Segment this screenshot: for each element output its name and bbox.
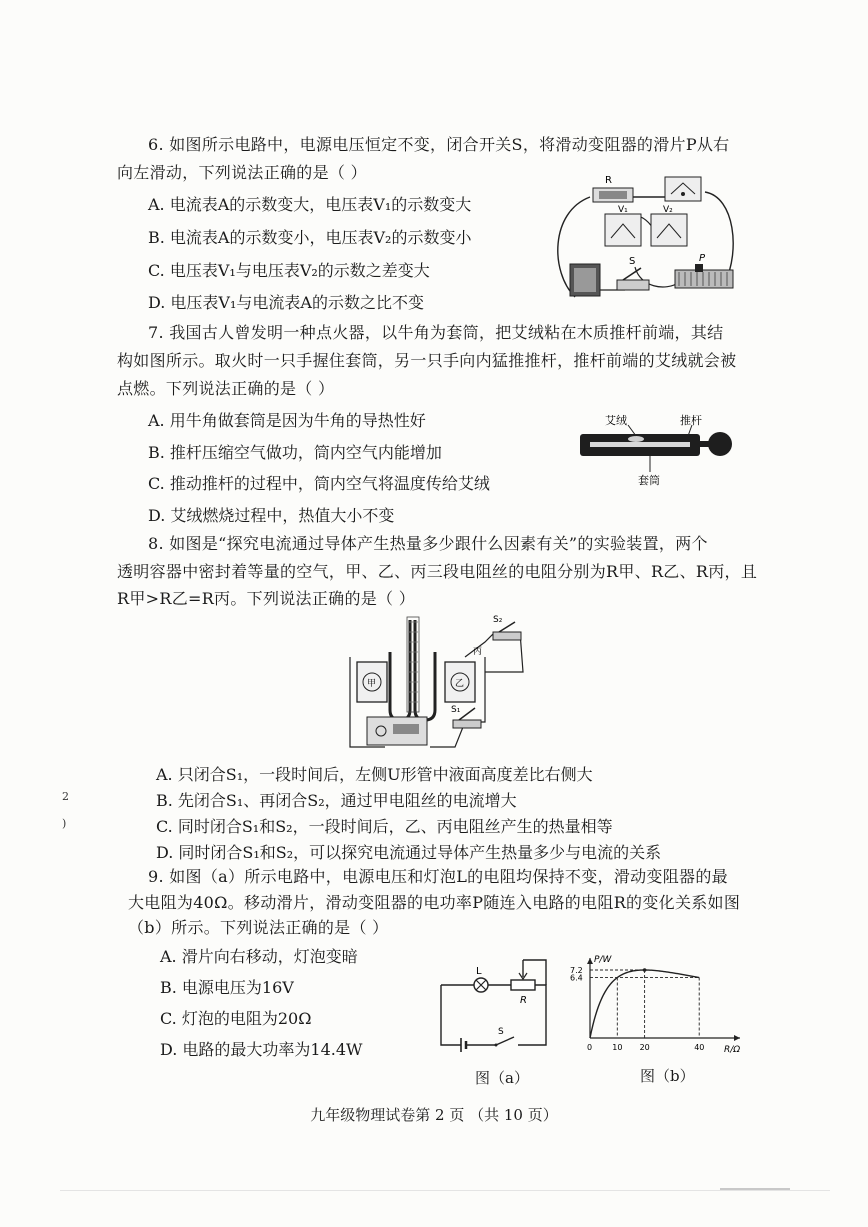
- page-edge-line: [60, 1190, 830, 1191]
- fig8-s2-label: S₂: [493, 615, 503, 625]
- margin-mark-1: 2: [62, 790, 69, 803]
- fig7-airong-label: 艾绒: [605, 414, 627, 427]
- fig6-s-label: S: [629, 256, 636, 267]
- q9-circuit-figure-a: [436, 955, 556, 1055]
- ammeter-icon: [665, 177, 701, 201]
- y-axis-label: P/W: [594, 955, 612, 965]
- q8-apparatus-figure: [345, 612, 525, 752]
- x-tick-label: 20: [639, 1043, 650, 1052]
- fig-b-caption: 图（b）: [640, 1067, 695, 1085]
- sliding-rheostat-icon: [675, 264, 733, 288]
- x-axis-arrow: [734, 1035, 740, 1041]
- q7-option-c: C. 推动推杆的过程中，筒内空气将温度传给艾绒: [148, 474, 490, 493]
- rheostat-icon: [511, 980, 535, 990]
- q6-circuit-figure: [545, 172, 745, 312]
- fig8-bing-label: 丙: [473, 647, 483, 657]
- fig6-r-label: R: [605, 175, 612, 186]
- fig8-yi-label: 乙: [455, 679, 465, 689]
- q6-stem-line2: 向左滑动，下列说法正确的是（ ）: [117, 163, 367, 182]
- switch-s-icon: [617, 268, 649, 290]
- switch-icon: [496, 1037, 514, 1045]
- fig9a-r-label: R: [520, 995, 527, 1006]
- q7-option-a: A. 用牛角做套筒是因为牛角的导热性好: [148, 411, 426, 430]
- margin-mark-2: ): [62, 817, 67, 830]
- fig6-v2-label: V₂: [663, 205, 673, 215]
- q9-stem-line2: 大电阻为40Ω。移动滑片，滑动变阻器的电功率P随连入电路的电阻R的变化关系如图: [128, 893, 741, 912]
- voltmeter-v1-icon: [605, 214, 641, 246]
- q6-option-b: B. 电流表A的示数变小，电压表V₂的示数变小: [148, 228, 472, 247]
- q8-stem-line1: 8. 如图是“探究电流通过导体产生热量多少跟什么因素有关”的实验装置，两个: [148, 534, 708, 553]
- fig9a-s-label: S: [498, 1027, 504, 1037]
- fig6-p-label: P: [699, 253, 706, 264]
- q9-option-a: A. 滑片向右移动，灯泡变暗: [160, 947, 358, 966]
- fig8-jia-label: 甲: [367, 679, 377, 689]
- power-chart-svg: [565, 950, 755, 1060]
- q8-option-a: A. 只闭合S₁，一段时间后，左侧U形管中液面高度差比右侧大: [156, 765, 593, 784]
- page-edge-mark: [720, 1188, 790, 1190]
- fig7-tuigan-label: 推杆: [680, 414, 702, 427]
- q9-option-b: B. 电源电压为16V: [160, 978, 294, 997]
- q9-power-chart: [565, 950, 755, 1060]
- q8-option-d: D. 同时闭合S₁和S₂，可以探究电流通过导体产生热量多少与电流的关系: [156, 843, 662, 862]
- fig7-taotong-label: 套筒: [638, 474, 660, 487]
- q9-stem-line1: 9. 如图（a）所示电路中，电源电压和灯泡L的电阻均保持不变，滑动变阻器的最: [148, 867, 728, 886]
- q7-stem-line3: 点燃。下列说法正确的是（ ）: [117, 379, 335, 398]
- q7-option-d: D. 艾绒燃烧过程中，热值大小不变: [148, 506, 395, 525]
- voltmeter-v2-icon: [651, 214, 687, 246]
- rheostat-r-icon: [593, 188, 633, 202]
- q9-option-d: D. 电路的最大功率为14.4W: [160, 1040, 363, 1059]
- x-tick-label: 10: [612, 1043, 623, 1052]
- q8-stem-line2: 透明容器中密封着等量的空气，甲、乙、丙三段电阻丝的电阻分别为R甲、R乙、R丙，且: [117, 562, 758, 581]
- x-axis-label: R/Ω: [724, 1045, 741, 1055]
- x-tick-label: 40: [694, 1043, 705, 1052]
- page-footer: 九年级物理试卷第 2 页 （共 10 页）: [310, 1106, 558, 1124]
- fig9a-l-label: L: [476, 966, 482, 977]
- q6-option-d: D. 电压表V₁与电流表A的示数之比不变: [148, 293, 424, 312]
- fig8-s1-label: S₁: [451, 705, 461, 715]
- y-axis-arrow: [587, 958, 593, 964]
- q8-stem-line3: R甲>R乙=R丙。下列说法正确的是（ ）: [117, 589, 416, 608]
- q9-option-c: C. 灯泡的电阻为20Ω: [160, 1009, 312, 1028]
- y-tick-label: 7.2: [570, 966, 583, 975]
- fig-a-caption: 图（a）: [475, 1069, 529, 1087]
- q7-fire-starter-figure: [572, 412, 742, 492]
- q7-stem-line2: 构如图所示。取火时一只手握住套筒，另一只手向内猛推推杆，推杆前端的艾绒就会被: [117, 351, 737, 370]
- q9-stem-line3: （b）所示。下列说法正确的是（ ）: [128, 918, 389, 937]
- q6-stem-line1: 6. 如图所示电路中，电源电压恒定不变，闭合开关S，将滑动变阻器的滑片P从右: [148, 135, 730, 154]
- q6-option-a: A. 电流表A的示数变大，电压表V₁的示数变大: [148, 195, 472, 214]
- y-tick-label: 6.4: [570, 973, 583, 983]
- q6-option-c: C. 电压表V₁与电压表V₂的示数之差变大: [148, 261, 430, 280]
- q7-stem-line1: 7. 我国古人曾发明一种点火器，以牛角为套筒，把艾绒粘在木质推杆前端，其结: [148, 323, 724, 342]
- q7-option-b: B. 推杆压缩空气做功，筒内空气内能增加: [148, 443, 442, 462]
- battery-icon: [570, 264, 600, 296]
- peak-point: [643, 968, 647, 972]
- fig6-v1-label: V₁: [618, 205, 628, 215]
- q8-option-b: B. 先闭合S₁、再闭合S₂，通过甲电阻丝的电流增大: [156, 791, 517, 810]
- x-tick-label: 0: [587, 1043, 593, 1052]
- q8-option-c: C. 同时闭合S₁和S₂，一段时间后，乙、丙电阻丝产生的热量相等: [156, 817, 613, 836]
